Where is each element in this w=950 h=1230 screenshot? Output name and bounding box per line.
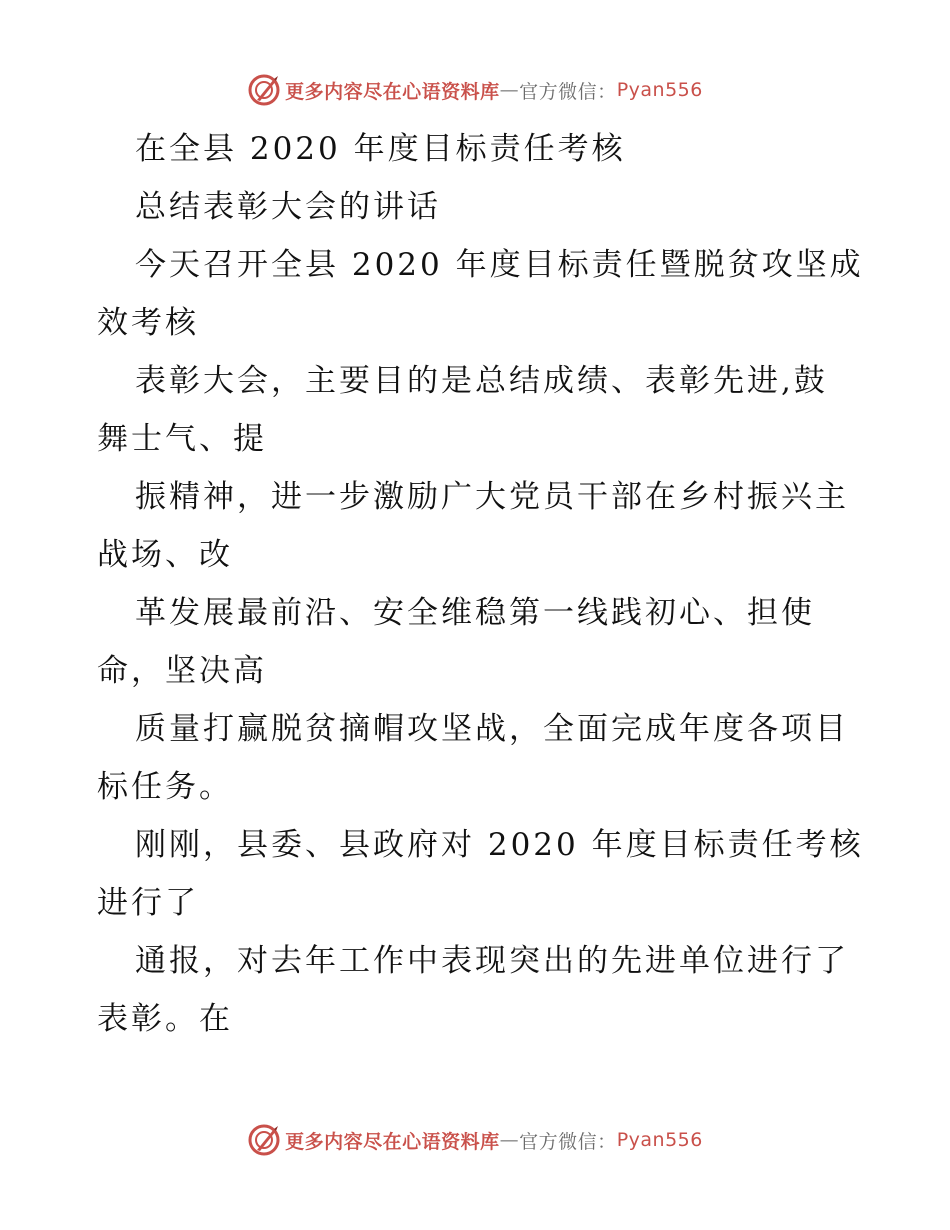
text-line: 在全县 2020 年度目标责任考核 (135, 131, 626, 167)
text-line: 进行了 (97, 885, 199, 921)
quill-pen-logo-icon (247, 73, 281, 107)
document-body (97, 120, 864, 1048)
text-line: 战场、改 (97, 537, 233, 573)
quill-pen-logo-icon (247, 1123, 281, 1157)
text-line: 舞士气、提 (97, 421, 267, 457)
text-line: 命，坚决高 (97, 653, 267, 689)
footer-watermark-banner (0, 1120, 950, 1160)
banner-main-text: 更多内容尽在心语资料库 (285, 80, 500, 103)
text-line: 质量打赢脱贫摘帽攻坚战，全面完成年度各项目 (135, 711, 849, 747)
text-line: 表彰大会，主要目的是总结成绩、表彰先进,鼓 (135, 363, 828, 399)
text-line: 今天召开全县 2020 年度目标责任暨脱贫攻坚成 (135, 247, 864, 283)
text-line: 振精神，进一步激励广大党员干部在乡村振兴主 (135, 479, 849, 515)
banner-main-text: 更多内容尽在心语资料库 (285, 1130, 500, 1153)
text-line: 刚刚，县委、县政府对 2020 年度目标责任考核 (135, 827, 864, 863)
text-line: 效考核 (97, 305, 199, 341)
banner-wechat-id: Pyan556 (616, 79, 703, 101)
banner-wechat-label: 官方微信： (519, 1130, 617, 1153)
text-line: 总结表彰大会的讲话 (135, 189, 441, 225)
text-line: 表彰。在 (97, 1001, 233, 1037)
banner-wechat-id: Pyan556 (616, 1129, 703, 1151)
text-line: 通报，对去年工作中表现突出的先进单位进行了 (135, 943, 849, 979)
banner-dash: — (499, 79, 520, 101)
header-watermark-banner (0, 70, 950, 110)
banner-dash: — (499, 1129, 520, 1151)
text-line: 标任务。 (97, 769, 233, 805)
banner-wechat-label: 官方微信： (519, 80, 617, 103)
text-line: 革发展最前沿、安全维稳第一线践初心、担使 (135, 595, 815, 631)
